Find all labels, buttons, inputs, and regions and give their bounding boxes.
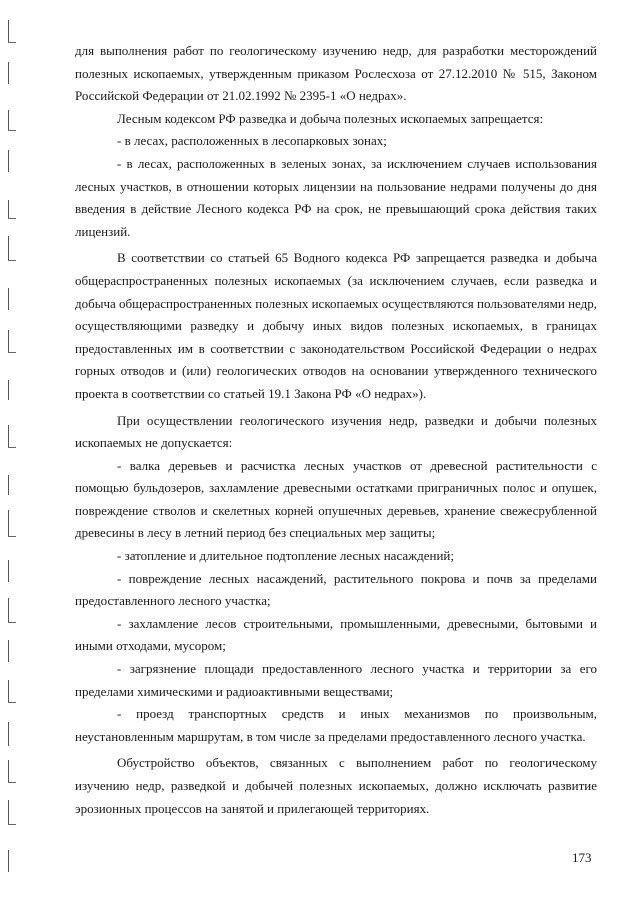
margin-mark	[8, 850, 9, 872]
paragraph-not-allowed-intro: При осуществлении геологического изучения недр, разведки и добычи полезных ископаемых не допускается:	[75, 412, 597, 451]
document-body	[75, 40, 597, 820]
paragraph-forest-code-intro: Лесным кодексом РФ разведка и добыча полезных ископаемых запрещается:	[117, 110, 544, 126]
margin-mark	[8, 447, 16, 448]
margin-mark	[8, 130, 16, 131]
margin-mark	[8, 260, 16, 261]
margin-mark	[8, 560, 9, 582]
list-item-forest-park-zones: - в лесах, расположенных в лесопарковых зонах;	[117, 133, 387, 149]
margin-mark	[8, 352, 16, 353]
list-item-littering: - захламление лесов строительными, промышленными, древесными, бытовыми и иными отходами, мусором;	[75, 615, 597, 654]
list-item-vegetation-damage: - повреждение лесных насаждений, растительного покрова и почв за пределами предоставленного лесного участка;	[75, 570, 597, 609]
margin-mark	[8, 598, 9, 622]
margin-mark	[8, 702, 16, 703]
paragraph-erosion: Обустройство объектов, связанных с выполнением работ по геологическому изучению недр, разведкой и добычей полезных ископаемых, должно исключать развитие эрозионных процессов на занятой и прилегающей территориях.	[75, 755, 597, 816]
margin-mark	[8, 510, 9, 536]
margin-mark	[8, 782, 16, 783]
margin-mark	[8, 800, 9, 824]
margin-mark	[8, 475, 9, 495]
margin-mark	[8, 824, 16, 825]
margin-mark	[8, 680, 9, 702]
paragraph-water-code: В соответствии со статьей 65 Водного кодекса РФ запрещается разведка и добыча общераспространенных полезных ископаемых (за исключением случаев, если разведка и добыча общераспространенных полезных ископаемых осуществляются пользователями недр, осуществляющими разведку и добычу иных видов полезных ископаемых, в границах предоставленных им в соответствии с законодательством Российской Федерации о недрах горных отводов и (или) геологических отводов на основании утвержденного технического проекта в соответствии со статьей 19.1 Закона РФ «О недрах»).	[75, 250, 597, 401]
page-number: 173	[572, 850, 592, 865]
margin-mark	[8, 425, 9, 447]
list-item-flooding: - затопление и длительное подтопление лесных насаждений;	[117, 548, 454, 564]
margin-mark	[8, 622, 16, 623]
margin-mark	[8, 236, 9, 260]
margin-mark	[8, 42, 16, 43]
margin-mark	[8, 150, 9, 172]
margin-mark	[8, 330, 9, 352]
margin-mark	[8, 218, 16, 219]
margin-mark	[8, 62, 9, 84]
list-item-green-zones: - в лесах, расположенных в зеленых зонах, за исключением случаев использования лесных участков, в отношении которых лицензии на пользование недрами получены до дня введения в действие Лесного кодекса РФ на срок, не превышающий срока действия таких лицензий.	[75, 155, 597, 239]
margin-mark	[8, 288, 9, 310]
margin-mark	[8, 110, 9, 130]
margin-mark	[8, 760, 9, 782]
list-item-tree-felling: - валка деревьев и расчистка лесных участков от древесной растительности с помощью бульдозеров, захламление древесными остатками приграничных полос и опушек, повреждение стволов и скелетных корней опушечных деревьев, хранение свежесрубленной древесины в лесу в летний период без специальных мер защиты;	[75, 457, 597, 541]
binding-margin-marks	[0, 0, 30, 905]
margin-mark	[8, 640, 9, 662]
list-item-vehicle-passage: - проезд транспортных средств и иных механизмов по произвольным, неустановленным маршрутам, в том числе за пределами предоставленного лесного участка.	[75, 706, 597, 744]
margin-mark	[8, 20, 9, 42]
list-item-pollution: - загрязнение площади предоставленного лесного участка и территории за его пределами химическими и радиоактивными веществами;	[75, 661, 597, 699]
margin-mark	[8, 380, 9, 400]
margin-mark	[8, 722, 9, 746]
margin-mark	[8, 536, 16, 537]
paragraph-continuation: для выполнения работ по геологическому изучению недр, для разработки месторождений полезных ископаемых, утвержденным приказом Рослесхоза от 27.12.2010 № 515, Законом Российской Федерации от 21.02.1992 № 2395-1 «О недрах».	[75, 43, 597, 104]
margin-mark	[8, 200, 9, 218]
